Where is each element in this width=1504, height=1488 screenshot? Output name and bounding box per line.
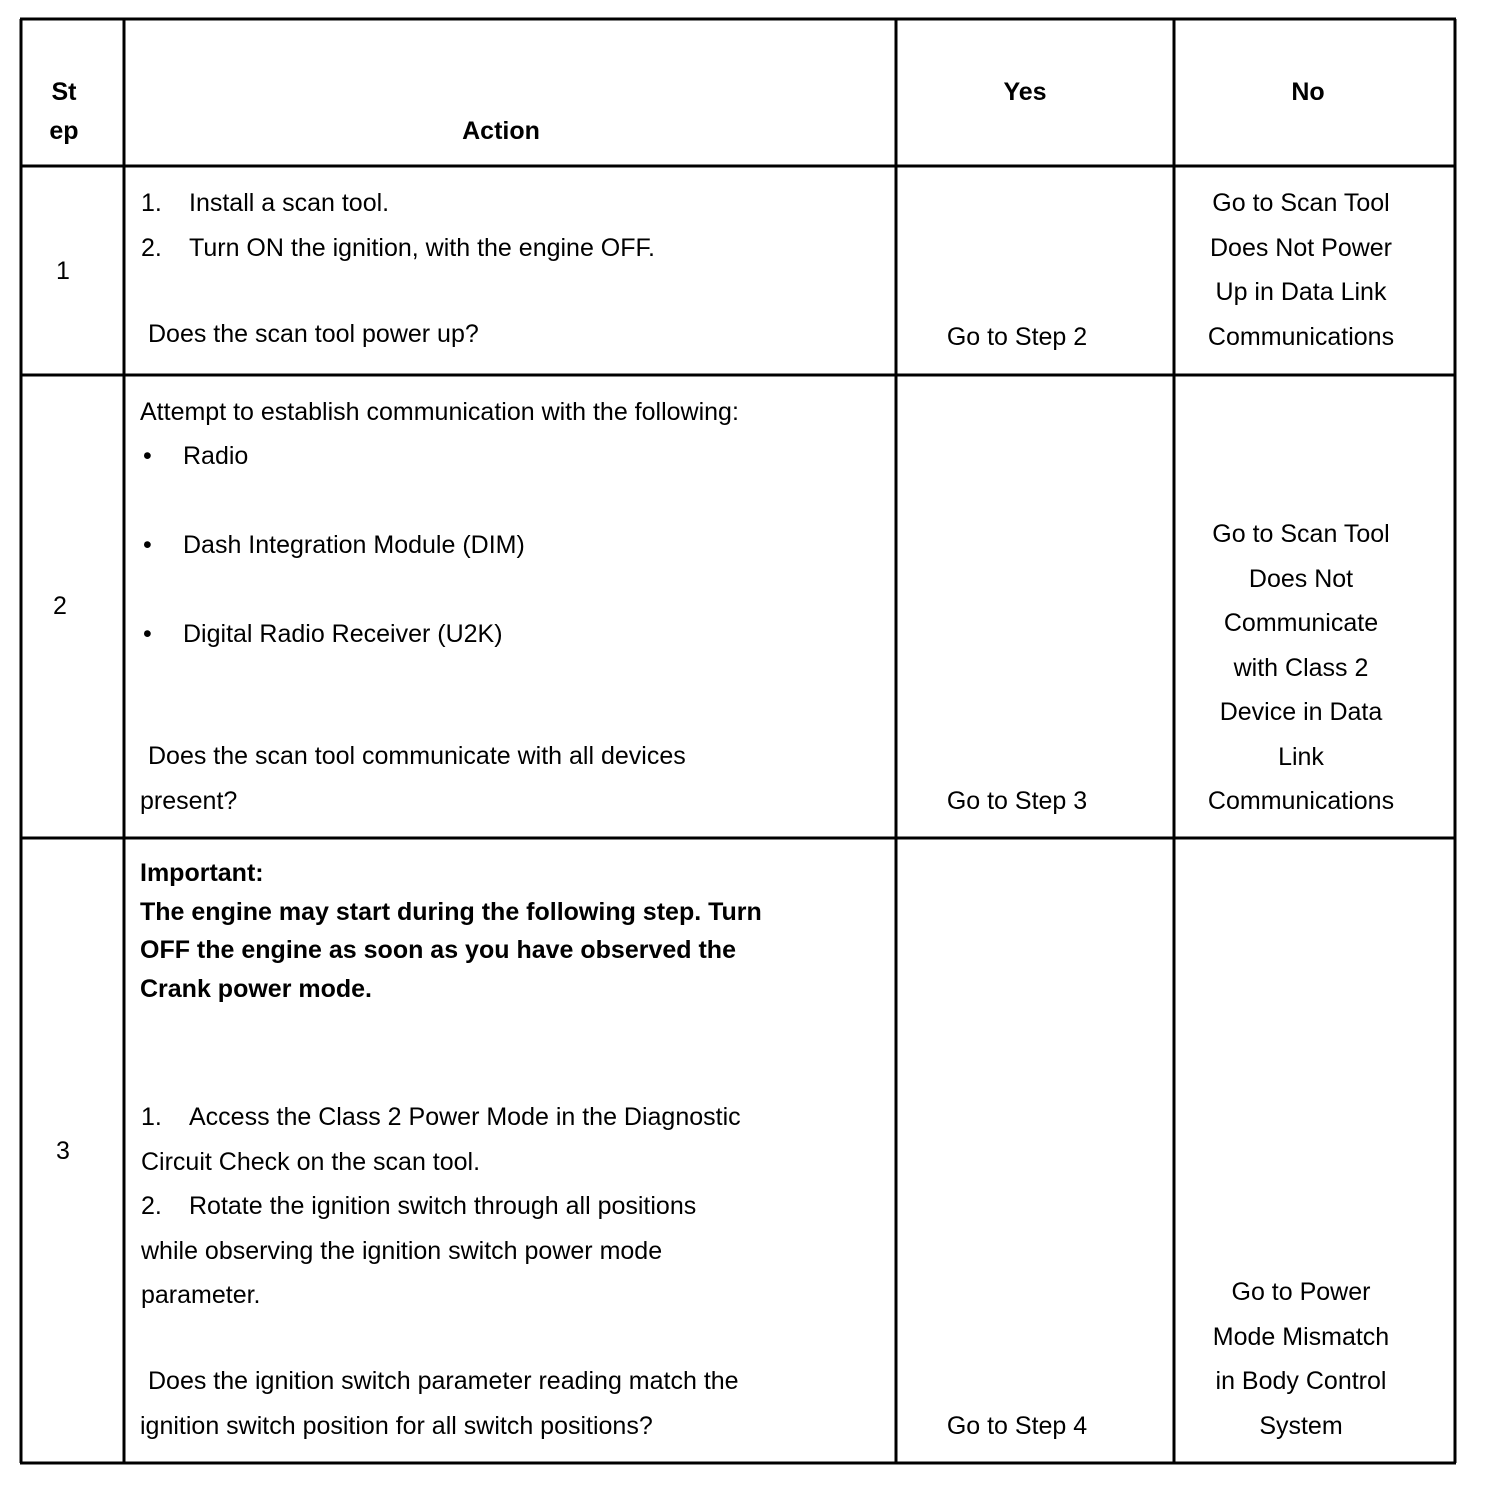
list-item: 2. Rotate the ignition switch through all positions [141,1192,697,1220]
no-cell [1176,512,1426,824]
no-cell [1176,1270,1426,1448]
no-line: Go to Power [1231,1278,1371,1306]
action-intro: Attempt to establish communication with the following: [140,398,739,426]
action-question: Does the scan tool power up? [148,320,479,348]
action-item: Access the Class 2 Power Mode in the Diagnostic [189,1103,741,1131]
yes-cell: Go to Step 2 [946,323,1088,351]
step-number: 3 [56,1137,70,1165]
no-line: Does Not [1248,564,1354,593]
action-item-continued: Circuit Check on the scan tool. [141,1147,481,1176]
question-line: present? [140,786,238,815]
header-no: No [1291,78,1325,106]
important-line: Crank power mode. [140,974,372,1003]
header-step [24,73,104,151]
no-line: Go to Scan Tool [1212,189,1390,217]
header-step-line1: St [51,78,77,106]
question-line: ignition switch position for all switch positions? [140,1411,653,1440]
header-action: Action [462,117,540,145]
list-item: • Digital Radio Receiver (U2K) [143,620,503,648]
important-line: The engine may start during the following step. Turn [140,897,762,926]
no-line: Device in Data [1219,698,1383,726]
step-number: 2 [53,592,67,620]
no-line: Go to Scan Tool [1212,520,1390,548]
action-question [140,734,686,823]
no-line: Link [1278,742,1324,771]
question-line: Does the ignition switch parameter reading match the [148,1367,739,1395]
no-line: System [1259,1411,1343,1440]
action-item: Turn ON the ignition, with the engine OFF. [189,233,655,262]
no-line: Communicate [1223,609,1379,637]
important-line: OFF the engine as soon as you have observed the [140,936,736,964]
yes-cell: Go to Step 4 [946,1412,1088,1440]
action-item-continued: while observing the ignition switch power mode [141,1236,663,1265]
question-line: Does the scan tool communicate with all devices [148,742,686,770]
no-line: in Body Control [1215,1367,1387,1395]
no-line: Communications [1207,322,1395,351]
action-question [140,1359,739,1448]
action-cell [141,181,655,270]
list-item: 2. Turn ON the ignition, with the engine OFF. [141,233,655,262]
no-cell [1176,181,1426,359]
bullet-text: Digital Radio Receiver (U2K) [183,620,503,648]
action-item-continued: parameter. [141,1281,261,1309]
no-line: with Class 2 [1233,653,1369,682]
list-item: 1. Access the Class 2 Power Mode in the Diagnostic [141,1103,741,1131]
list-item: • Radio [143,442,249,470]
no-line: Does Not Power [1209,233,1393,262]
action-item: Install a scan tool. [189,189,390,217]
important-note [140,854,762,1008]
step-number: 1 [56,257,70,285]
action-item: Rotate the ignition switch through all positions [189,1192,697,1220]
no-line: Mode Mismatch [1212,1322,1390,1351]
no-line: Communications [1207,787,1395,815]
yes-cell: Go to Step 3 [946,787,1088,815]
header-yes: Yes [1003,78,1047,106]
bullet-text: Dash Integration Module (DIM) [183,531,525,559]
action-steps [141,1095,741,1318]
list-item: • Dash Integration Module (DIM) [143,531,525,559]
list-item: 1. Install a scan tool. [141,189,390,217]
important-label: Important: [140,859,264,887]
header-step-line2: ep [49,117,79,145]
no-line: Up in Data Link [1215,278,1387,306]
bullet-text: Radio [183,442,249,470]
action-bullet-list [141,434,525,657]
